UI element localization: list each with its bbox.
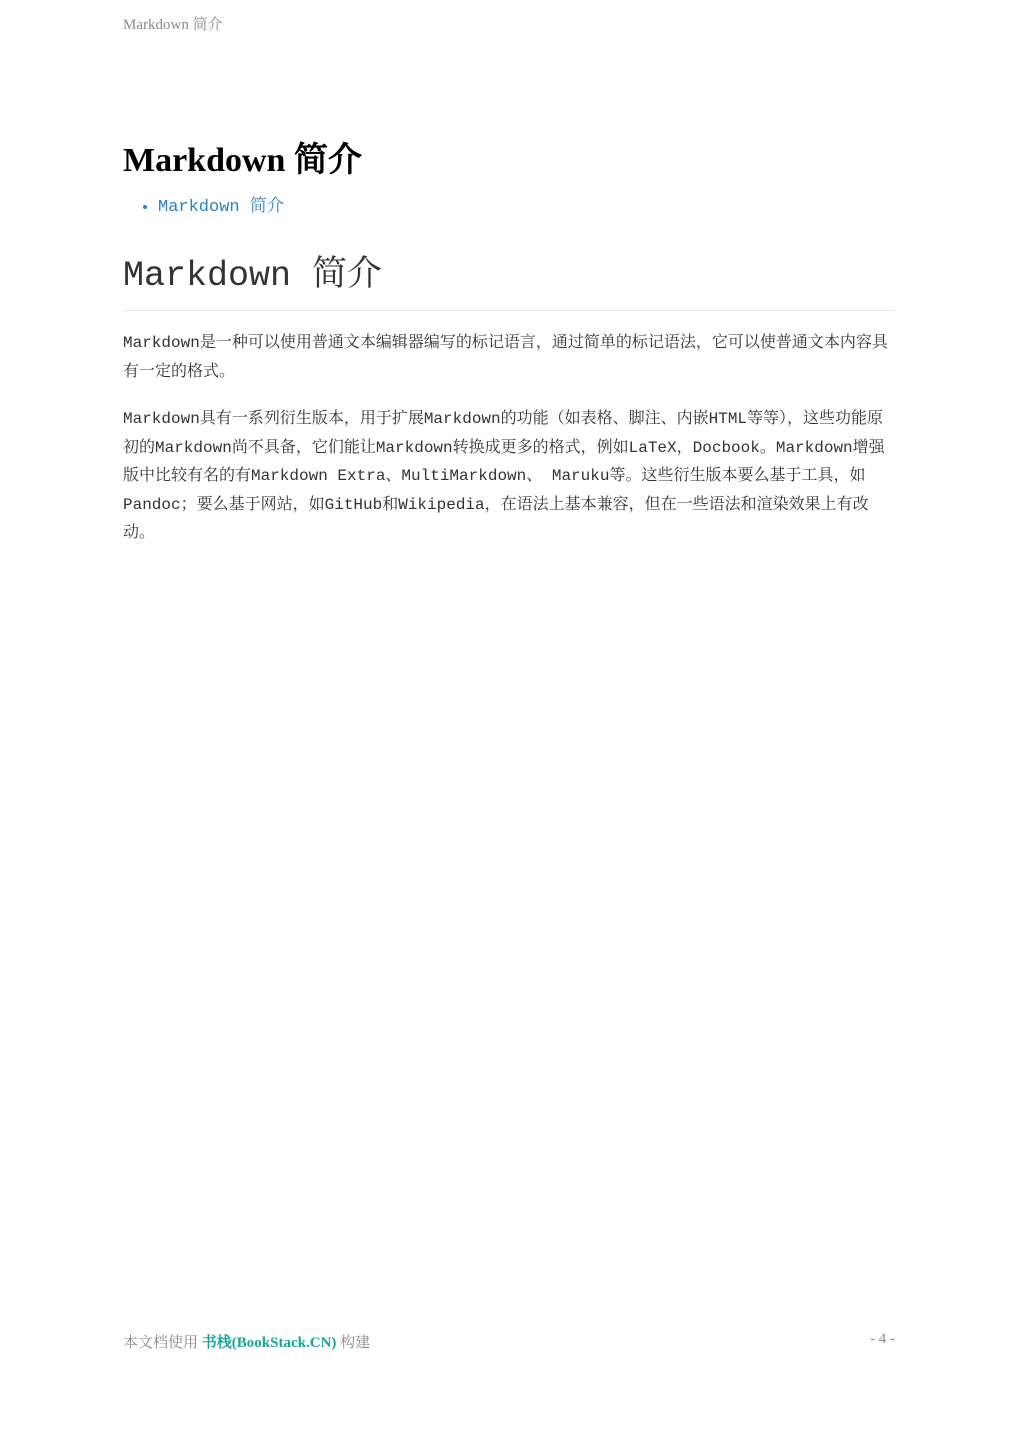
footer-prefix: 本文档使用 [123, 1335, 202, 1351]
footer-credit [123, 1331, 370, 1352]
toc-item [158, 196, 895, 220]
page-number: - 4 - [870, 1331, 895, 1347]
footer-bookstack-link[interactable]: 书栈(BookStack.CN) [201, 1335, 337, 1351]
footer-suffix: 构建 [336, 1335, 371, 1351]
toc-link-markdown-intro[interactable]: Markdown 简介 [158, 198, 284, 217]
table-of-contents [123, 196, 895, 220]
document-content [123, 140, 895, 548]
paragraph: Markdown是一种可以使用普通文本编辑器编写的标记语言，通过简单的标记语法，它可以使普通文本内容具有一定的格式。 [123, 334, 888, 381]
paragraph: Markdown具有一系列衍生版本，用于扩展Markdown的功能（如表格、脚注、内嵌HTML等等），这些功能原初的Markdown尚不具备，它们能让Markdown转换成更多的格式，例如LaTeX，Docbook。Markdown增强版中比较有名的有Markdown Extra、MultiMarkdown、 Maruku等。这些衍生版本要么基于工具，如Pandoc；要么基于网站，如GitHub和Wikipedia，在语法上基本兼容，但在一些语法和渲染效果上有改动。 [123, 410, 885, 542]
section-heading: Markdown 简介 [123, 254, 895, 311]
running-header: Markdown 简介 [123, 17, 223, 33]
document-title: Markdown 简介 [123, 142, 362, 179]
